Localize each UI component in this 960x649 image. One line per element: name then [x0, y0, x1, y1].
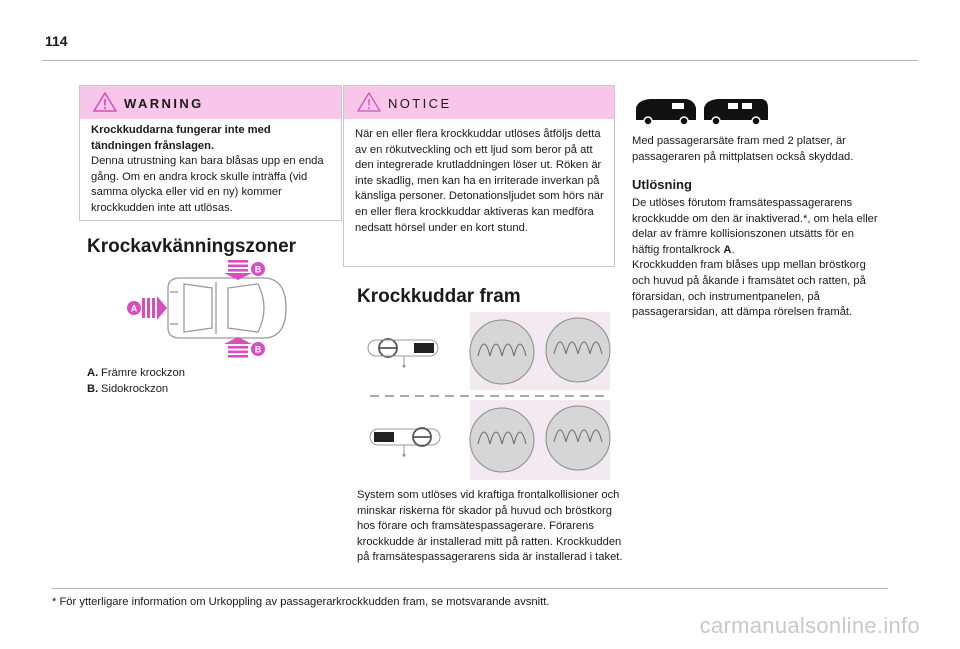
label-a: A — [130, 303, 138, 314]
deploy-title: Utlösning — [632, 177, 692, 192]
footer-divider — [52, 588, 888, 589]
warning-box — [79, 85, 342, 221]
legend-key: A. — [87, 367, 99, 379]
front-paragraph: System som utlöses vid kraftiga frontalkollisioner och minskar riskerna för skador på huvud och bröstkorg hos förare och framsätespassagerare. Förarens krockkudde är installerad mitt på ratten. Krockkudden på framsätespassagerarens sida är installerad i taket. — [357, 489, 623, 564]
page-number: 114 — [45, 33, 68, 49]
dashboard-panel-icon — [414, 343, 434, 353]
front-title: Krockkuddar fram — [357, 286, 521, 307]
deploy-paragraph-2: Krockkudden fram blåses upp mellan bröstkorg och huvud på åkande i framsätet och ratten, på förarsidan, och instrumentpanelen, på passagerarsidan, att dämpa rörelsen framåt. — [632, 259, 866, 319]
warning-heading: WARNING — [124, 96, 204, 111]
legend-text: Sidokrockzon — [101, 382, 169, 395]
car-top-view-icon — [168, 278, 286, 338]
warning-text: Denna utrustning kan bara blåsas upp en enda gång. Om en andra krock skulle inträffa (vid samma olycka eller vid en ny) kommer krockkudden inte att utlösas. — [91, 155, 324, 214]
notice-heading: NOTICE — [388, 96, 452, 111]
header-divider — [42, 60, 918, 61]
deploy-text-part: De utlöses förutom framsätespassagerarens krockkudde om den är inaktiverad.*, om hela eller delar av främre kollisionszonen utsätts för en häftig frontalkrock — [632, 197, 878, 256]
airbag-driver-bottom-icon — [470, 400, 610, 480]
deploy-paragraph-1 — [632, 196, 882, 258]
steering-wheel-icon — [413, 428, 431, 446]
warning-icon — [93, 91, 117, 113]
front-airbags-diagram — [366, 312, 614, 480]
legend-key: B. — [87, 382, 99, 395]
notice-icon — [357, 91, 381, 113]
footnote: * För ytterligare information om Urkoppling av passagerarkrockkudden fram, se motsvarande avsnitt. — [52, 596, 550, 608]
deploy-text — [632, 196, 882, 321]
label-b-bottom: B — [254, 344, 262, 355]
deploy-text-end: . — [731, 243, 735, 256]
zones-legend — [87, 366, 185, 397]
vans-icon — [632, 96, 772, 126]
intro-paragraph: Med passagerarsäte fram med 2 platser, är passageraren på mittplatsen också skyddad. — [632, 135, 854, 163]
airbag-driver-top-icon — [470, 312, 610, 390]
front-text — [357, 488, 623, 566]
label-b-top: B — [254, 264, 262, 275]
warning-lead: Krockkuddarna fungerar inte med tändningen frånslagen. — [91, 124, 271, 152]
notice-box — [343, 85, 615, 267]
zone-a-ref: A — [723, 243, 732, 256]
watermark[interactable]: carmanualsonline.info — [699, 613, 920, 638]
warning-header — [80, 86, 341, 119]
arrow-front-icon — [142, 296, 167, 320]
legend-item-b — [87, 382, 185, 398]
legend-item-a — [87, 366, 185, 382]
arrow-bottom-icon — [224, 337, 252, 358]
legend-text: Främre krockzon — [101, 367, 185, 379]
right-intro — [632, 134, 880, 165]
steering-wheel-icon — [379, 339, 397, 357]
dashboard-panel-icon — [374, 432, 394, 442]
notice-text: När en eller flera krockkuddar utlöses åtföljs detta av en rökutveckling och ett ljud som beror på att den integrerade krutladdningen löser ut. Röken är inte skadlig, men kan ha en irriterade inverkan på känsliga personer. Detonationsljudet som hörs när en eller flera krockkuddar aktiveras kan medföra nedsatt hörsel under en kort stund. — [355, 128, 604, 234]
zones-title: Krockavkänningszoner — [87, 236, 297, 257]
arrow-top-icon — [224, 260, 252, 280]
crash-zones-diagram — [120, 258, 290, 362]
notice-header — [344, 86, 614, 119]
